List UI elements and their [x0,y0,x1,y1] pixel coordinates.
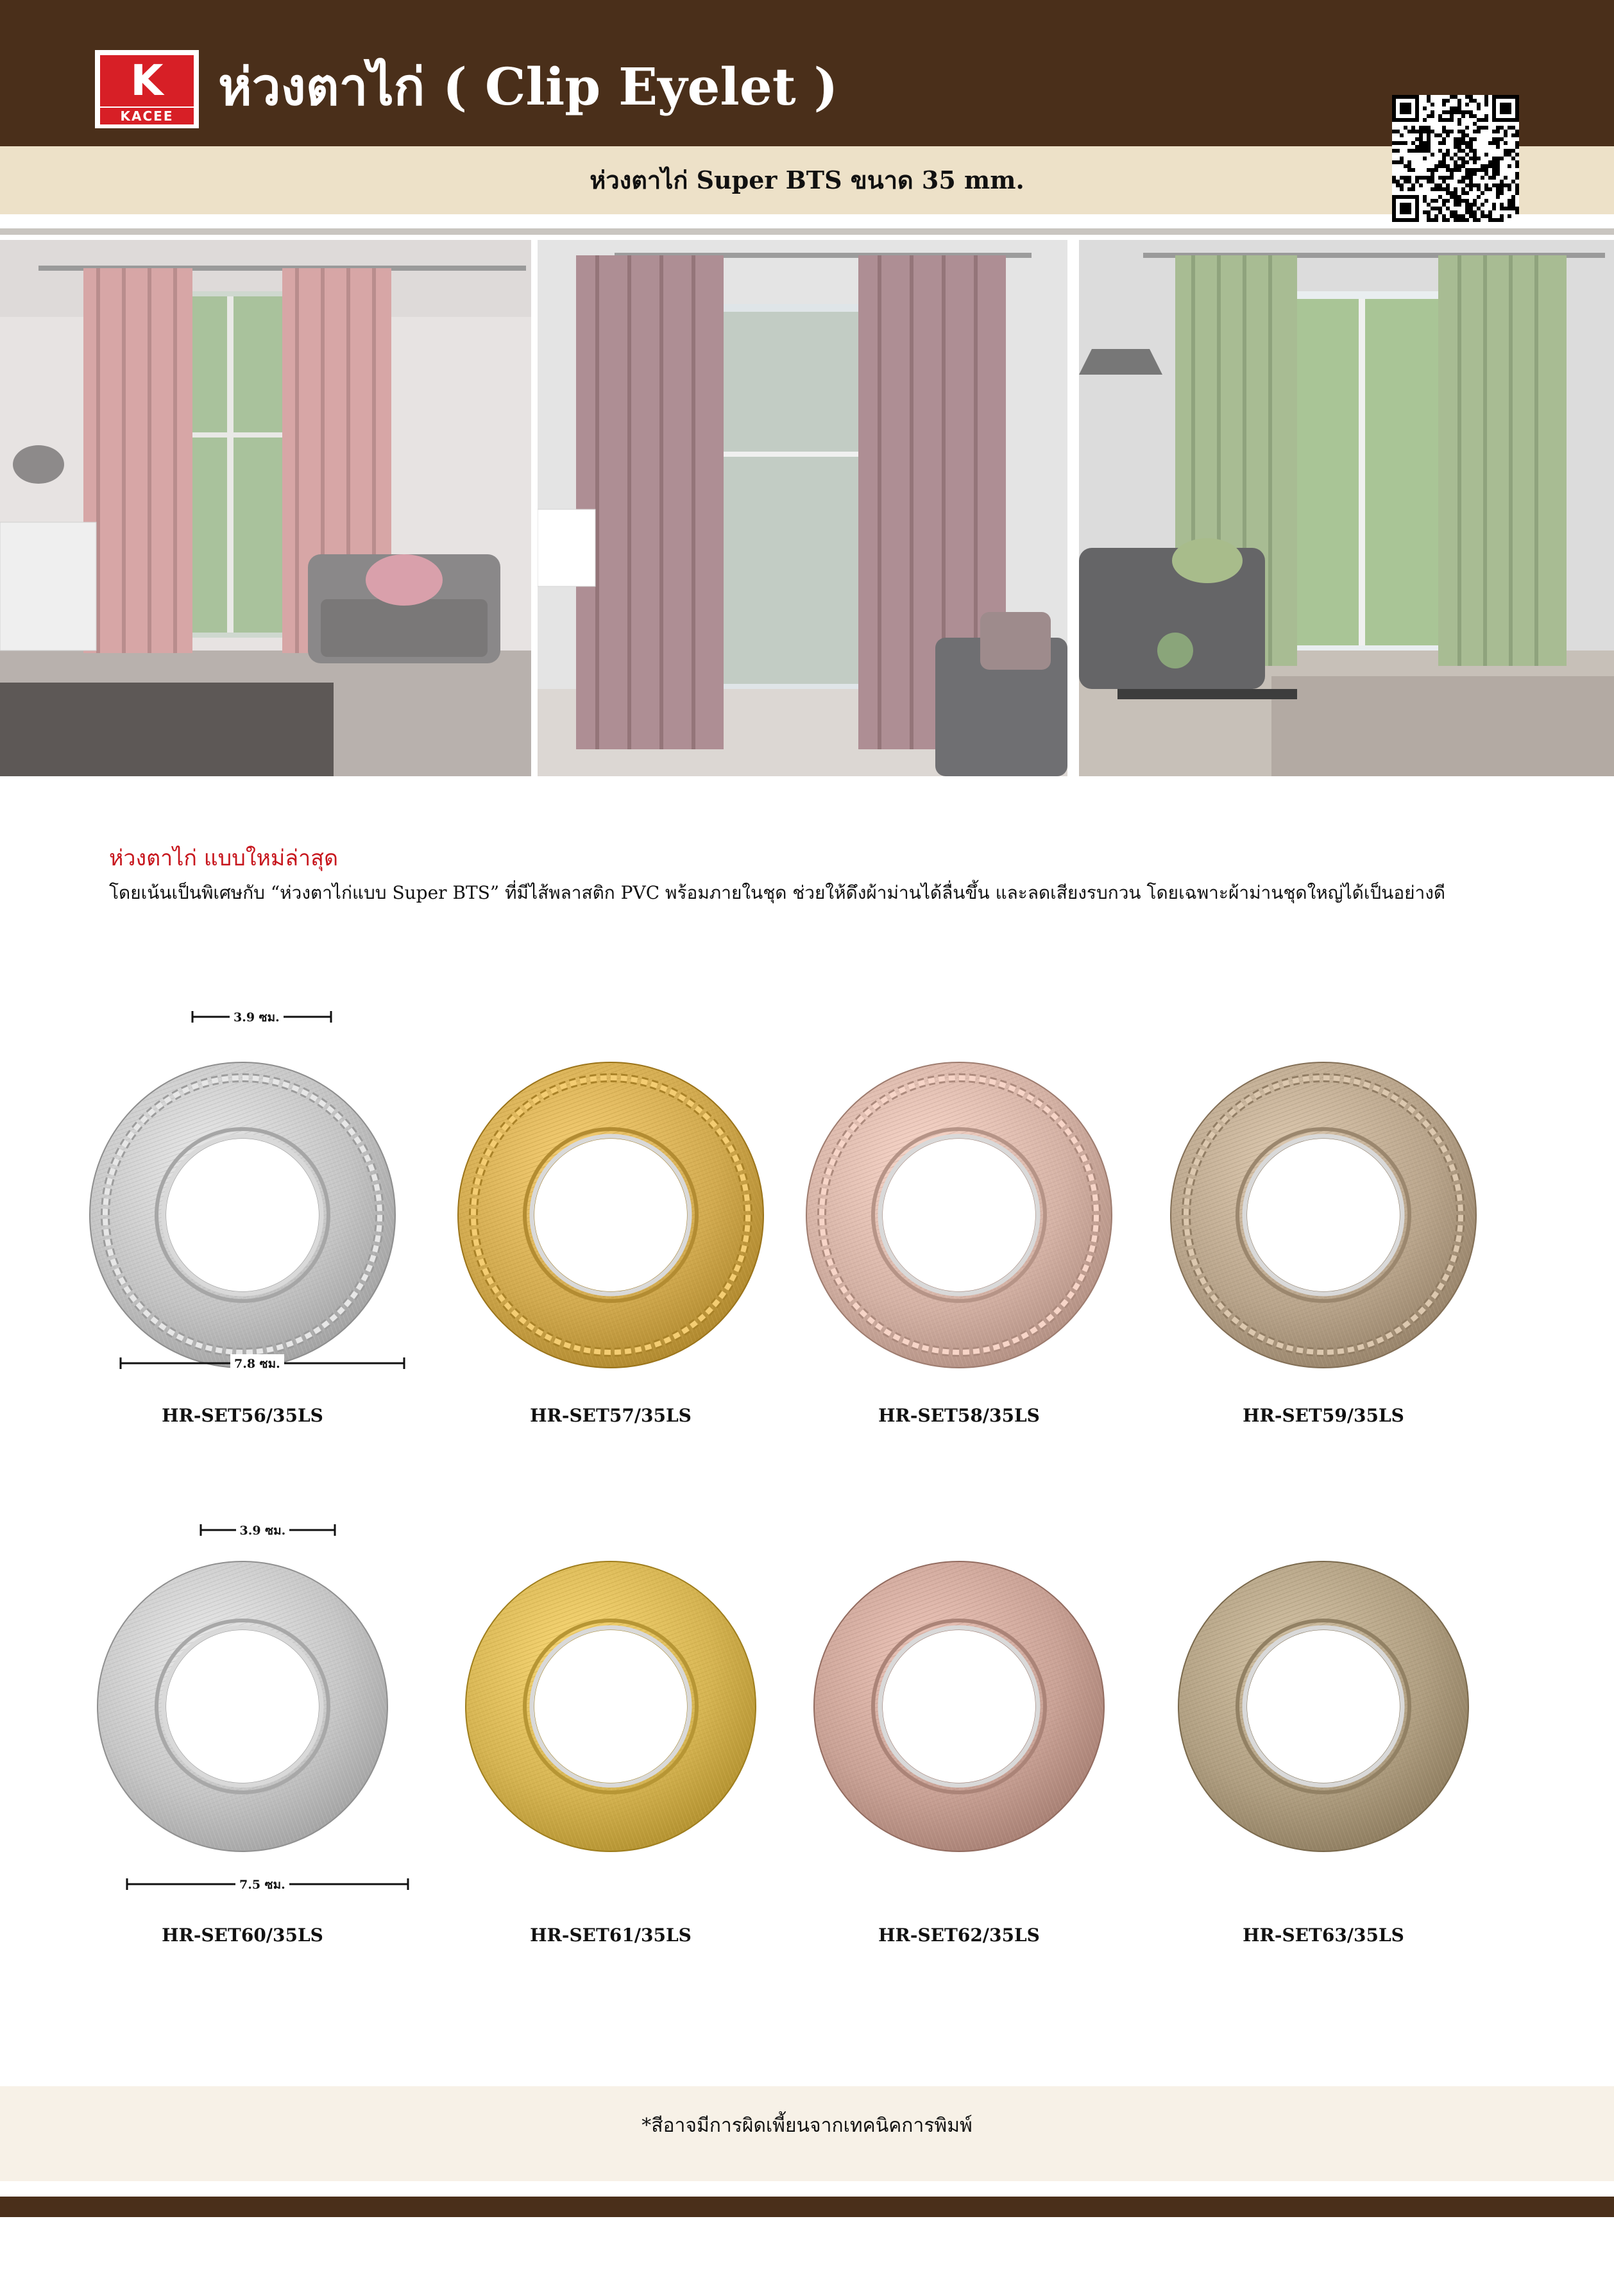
footer-bar [0,2197,1614,2217]
product-code: HR-SET59/35LS [1243,1405,1404,1426]
logo-text: KACEE [100,108,194,124]
subtitle: ห่วงตาไก่ Super BTS ขนาด 35 mm. [590,166,1024,194]
row1-inner-dimension-label: 3.9 ซม. [230,1008,284,1027]
row2-inner-dimension-label: 3.9 ซม. [236,1521,290,1540]
row2-outer-dimension-label: 7.5 ซม. [235,1875,289,1894]
eyelet-ring-hr-set58-35ls [800,1056,1118,1374]
eyelet-ring-hr-set61-35ls [459,1555,762,1858]
product-code: HR-SET58/35LS [878,1405,1040,1426]
product-code: HR-SET56/35LS [162,1405,323,1426]
product-code: HR-SET62/35LS [878,1925,1040,1946]
product-code: HR-SET60/35LS [162,1925,323,1946]
product-code: HR-SET63/35LS [1243,1925,1404,1946]
intro-heading: ห่วงตาไก่ แบบใหม่ล่าสุด [109,846,339,871]
eyelet-ring-hr-set56-35ls [83,1056,402,1374]
footer-note: *สีอาจมีการผิดเพี้ยนจากเทคนิคการพิมพ์ [641,2114,973,2137]
eyelet-ring-hr-set62-35ls [808,1555,1110,1858]
eyelet-ring-hr-set59-35ls [1164,1056,1482,1374]
eyelet-ring-hr-set63-35ls [1172,1555,1475,1858]
product-code: HR-SET57/35LS [530,1405,692,1426]
row1-outer-dimension-label: 7.8 ซม. [230,1354,284,1373]
eyelet-ring-hr-set60-35ls [91,1555,394,1858]
page-title: ห่วงตาไก่ ( Clip Eyelet ) [218,56,838,117]
product-code: HR-SET61/35LS [530,1925,692,1946]
logo-letter: K [130,56,164,105]
eyelet-ring-hr-set57-35ls [452,1056,770,1374]
intro-body: โดยเน้นเป็นพิเศษกับ “ห่วงตาไก่แบบ Super BTS” ที่มีไส้พลาสติก PVC พร้อมภายในชุด ช่วยให้ดึงผ้าม่านได้ลื่นขึ้น และลดเสียงรบกวน โดยเฉพาะผ้าม่านชุดใหญ่ได้เป็นอย่างดี [109,882,1446,903]
